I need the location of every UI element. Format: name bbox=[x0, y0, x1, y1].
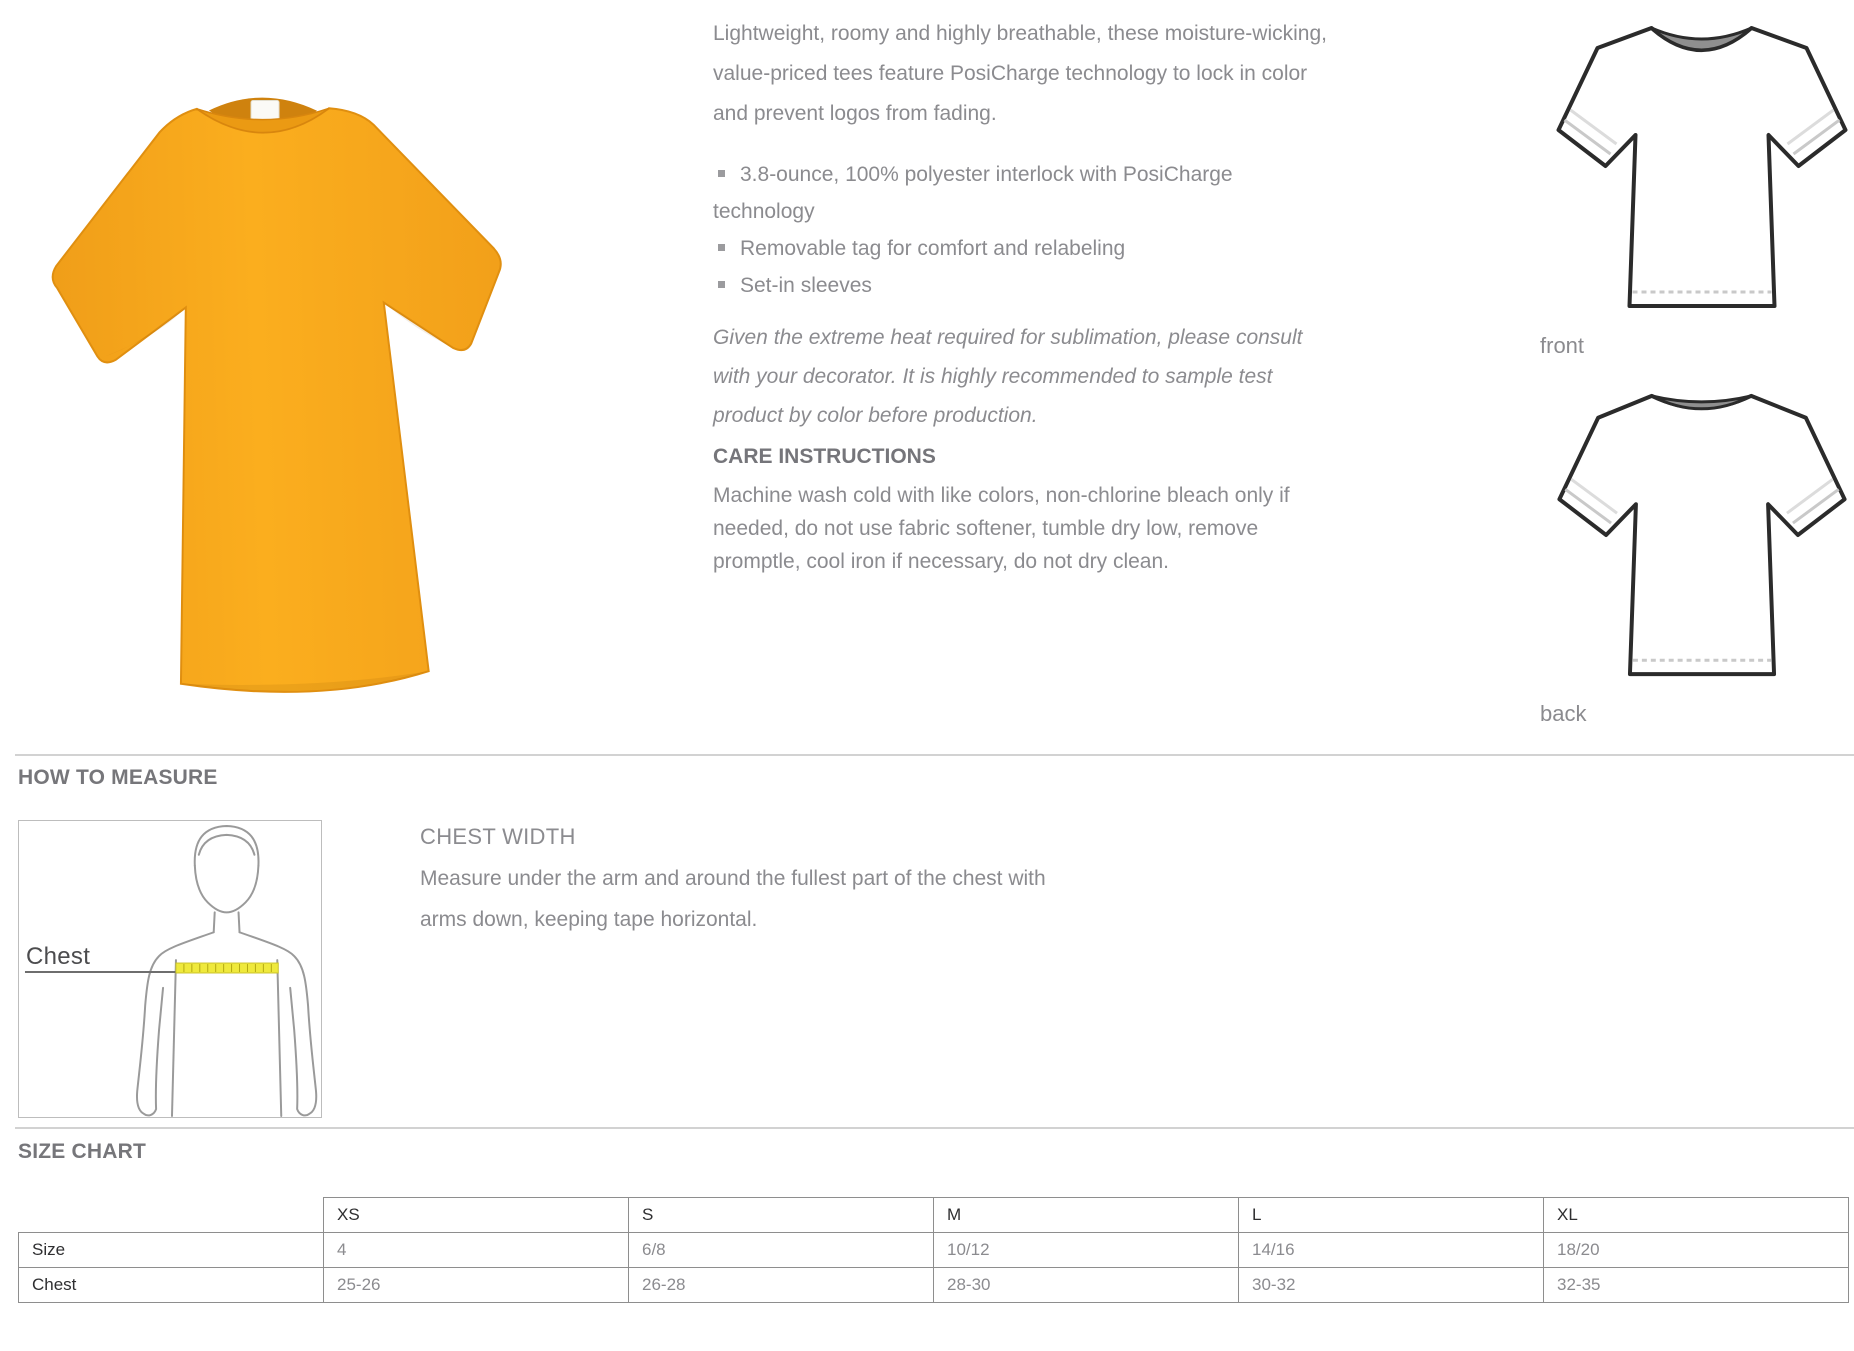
row-label: Chest bbox=[19, 1268, 324, 1303]
size-value: 10/12 bbox=[934, 1233, 1239, 1268]
size-chart-header-row bbox=[19, 1198, 1849, 1233]
chest-value: 28-30 bbox=[934, 1268, 1239, 1303]
size-column-header: M bbox=[934, 1198, 1239, 1233]
feature-list bbox=[713, 156, 1328, 304]
size-value: 6/8 bbox=[629, 1233, 934, 1268]
description-paragraph: Lightweight, roomy and highly breathable, these moisture-wicking, value-priced tees feature PosiCharge technology to lock in color and prevent logos from fading. bbox=[713, 22, 1327, 125]
section-divider bbox=[15, 754, 1854, 756]
row-label: Size bbox=[19, 1233, 324, 1268]
how-to-measure-heading: HOW TO MEASURE bbox=[18, 766, 218, 789]
table-row bbox=[19, 1233, 1849, 1268]
product-photo-gold-tshirt bbox=[20, 26, 520, 716]
section-divider bbox=[15, 1127, 1854, 1129]
front-view-drawing bbox=[1554, 8, 1850, 328]
sublimation-note: Given the extreme heat required for sublimation, please consult with your decorator. It is highly recommended to sample test product by color before production. bbox=[713, 326, 1303, 427]
size-column-header: L bbox=[1239, 1198, 1544, 1233]
chest-width-title: CHEST WIDTH bbox=[420, 824, 576, 849]
care-instructions-text: Machine wash cold with like colors, non-chlorine bleach only if needed, do not use fabric softener, tumble dry low, remove promptle, cool iron if necessary, do not dry clean. bbox=[713, 484, 1290, 573]
size-chart-corner-cell bbox=[19, 1198, 324, 1233]
back-view-drawing bbox=[1554, 378, 1850, 696]
product-description bbox=[713, 14, 1328, 578]
chest-value: 30-32 bbox=[1239, 1268, 1544, 1303]
feature-item: Removable tag for comfort and relabeling bbox=[713, 230, 1328, 267]
size-column-header: XL bbox=[1544, 1198, 1849, 1233]
size-chart-heading: SIZE CHART bbox=[18, 1140, 146, 1163]
feature-item: Set-in sleeves bbox=[713, 267, 1328, 304]
chest-width-instructions: Measure under the arm and around the fullest part of the chest with arms down, keeping tape horizontal. bbox=[420, 867, 1046, 931]
size-value: 18/20 bbox=[1544, 1233, 1849, 1268]
gold-tshirt-image bbox=[20, 26, 520, 716]
chest-value: 26-28 bbox=[629, 1268, 934, 1303]
chest-value: 32-35 bbox=[1544, 1268, 1849, 1303]
feature-item: 3.8-ounce, 100% polyester interlock with PosiCharge technology bbox=[713, 156, 1328, 230]
table-row bbox=[19, 1268, 1849, 1303]
size-value: 4 bbox=[324, 1233, 629, 1268]
chest-value: 25-26 bbox=[324, 1268, 629, 1303]
size-column-header: S bbox=[629, 1198, 934, 1233]
chest-diagram-label: Chest bbox=[26, 943, 91, 970]
view-thumbnails bbox=[1540, 8, 1854, 746]
front-view-label: front bbox=[1540, 333, 1585, 358]
size-column-header: XS bbox=[324, 1198, 629, 1233]
size-chart-table bbox=[18, 1197, 1849, 1303]
back-view-label: back bbox=[1540, 701, 1587, 726]
care-instructions-heading: CARE INSTRUCTIONS bbox=[713, 445, 936, 468]
size-value: 14/16 bbox=[1239, 1233, 1544, 1268]
